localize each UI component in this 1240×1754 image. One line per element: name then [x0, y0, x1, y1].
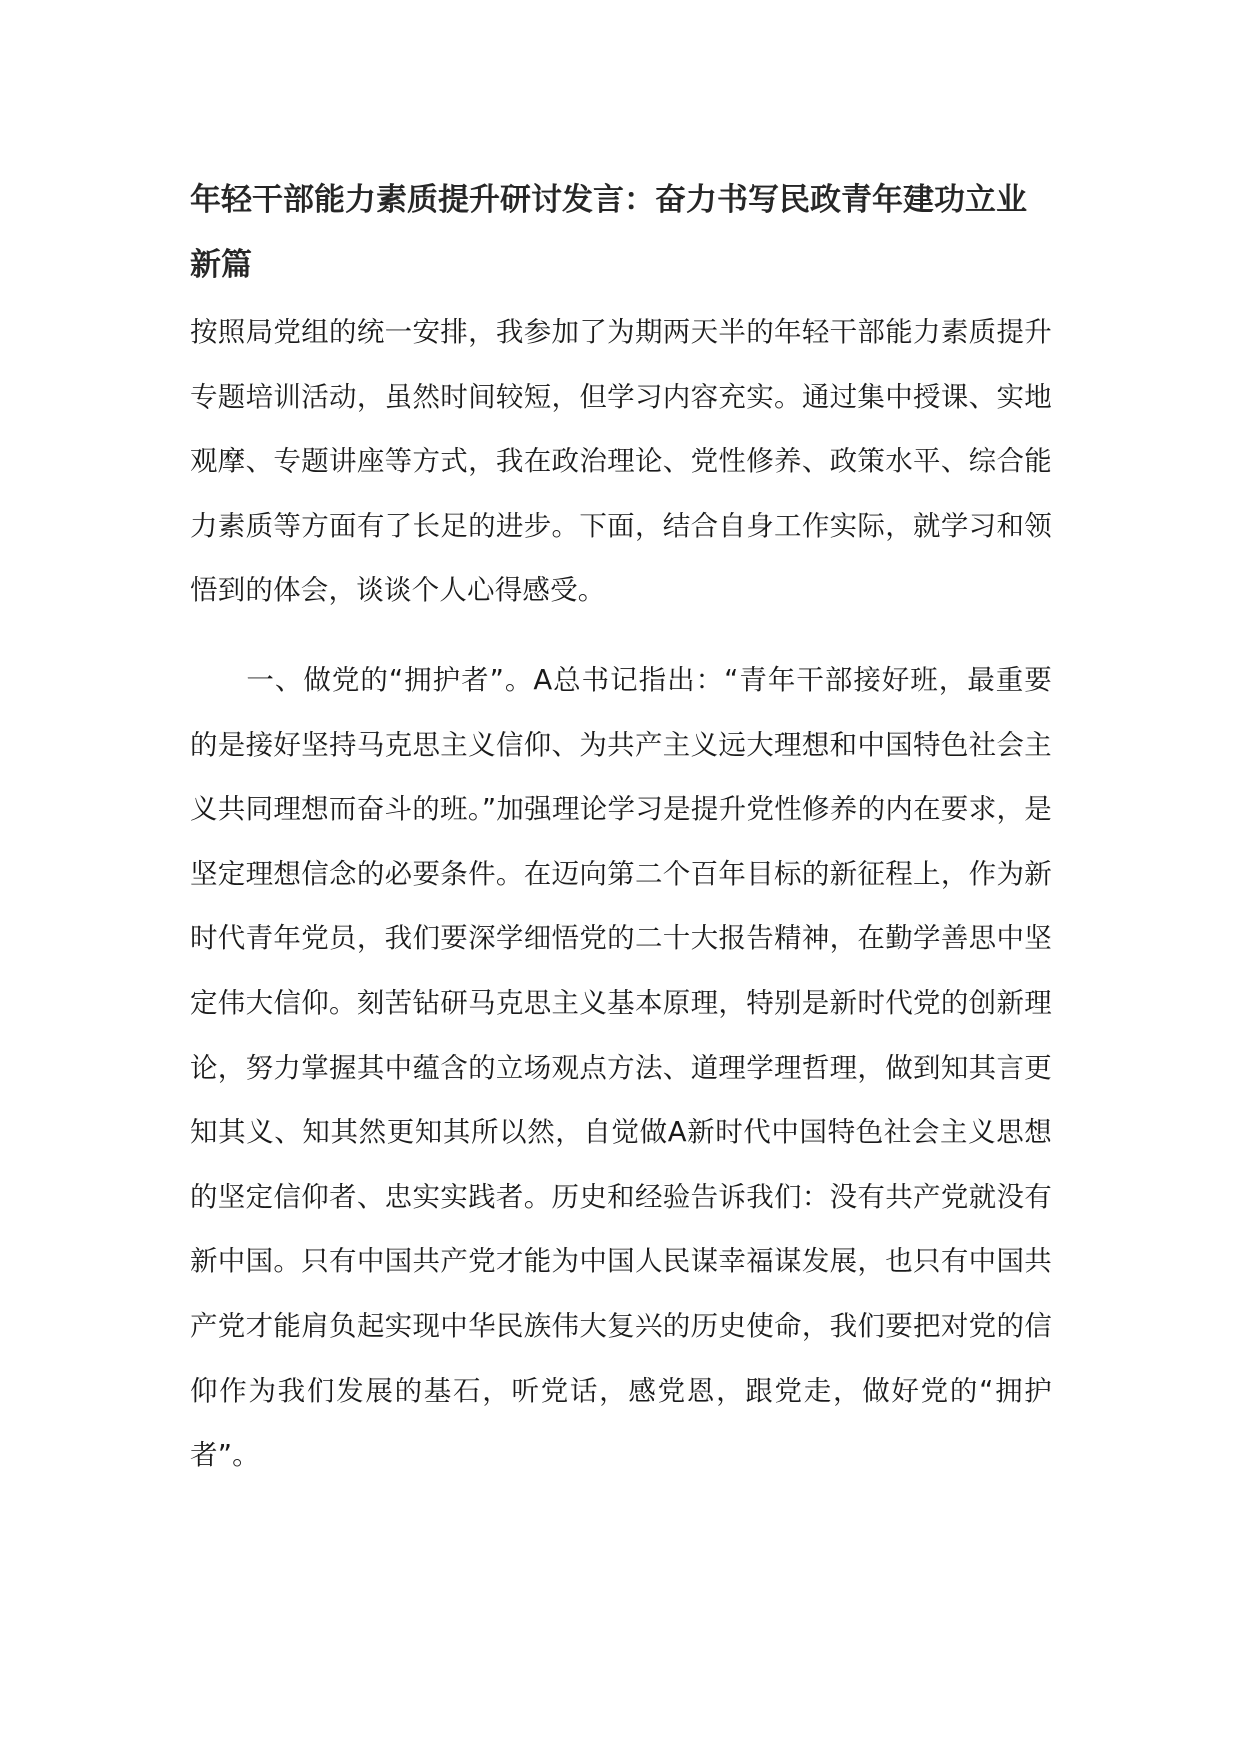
intro-paragraph: 按照局党组的统一安排，我参加了为期两天半的年轻干部能力素质提升专题培训活动，虽然时间较短，但学习内容充实。通过集中授课、实地观摩、专题讲座等方式，我在政治理论、党性修养、政策水平、综合能力素质等方面有了长足的进步。下面，结合自身工作实际，就学习和领悟到的体会，谈谈个人心得感受。 — [190, 316, 1052, 607]
document-body — [190, 168, 1052, 1488]
document-title: 年轻干部能力素质提升研讨发言：奋力书写民政青年建功立业新篇 — [190, 182, 1027, 283]
section-1-paragraph: 一、做党的“拥护者”。A总书记指出：“青年干部接好班，最重要的是接好坚持马克思主义信仰、为共产主义远大理想和中国特色社会主义共同理想而奋斗的班。”加强理论学习是提升党性修养的内在要求，是坚定理想信念的必要条件。在迈向第二个百年目标的新征程上，作为新时代青年党员，我们要深学细悟党的二十大报告精神，在勤学善思中坚定伟大信仰。刻苦钻研马克思主义基本原理，特别是新时代党的创新理论，努力掌握其中蕴含的立场观点方法、道理学理哲理，做到知其言更知其义、知其然更知其所以然，自觉做A新时代中国特色社会主义思想的坚定信仰者、忠实实践者。历史和经验告诉我们：没有共产党就没有新中国。只有中国共产党才能为中国人民谋幸福谋发展，也只有中国共产党才能肩负起实现中华民族伟大复兴的历史使命，我们要把对党的信仰作为我们发展的基石，听党话，感党恩，跟党走，做好党的“拥护者”。 — [190, 663, 1052, 1472]
